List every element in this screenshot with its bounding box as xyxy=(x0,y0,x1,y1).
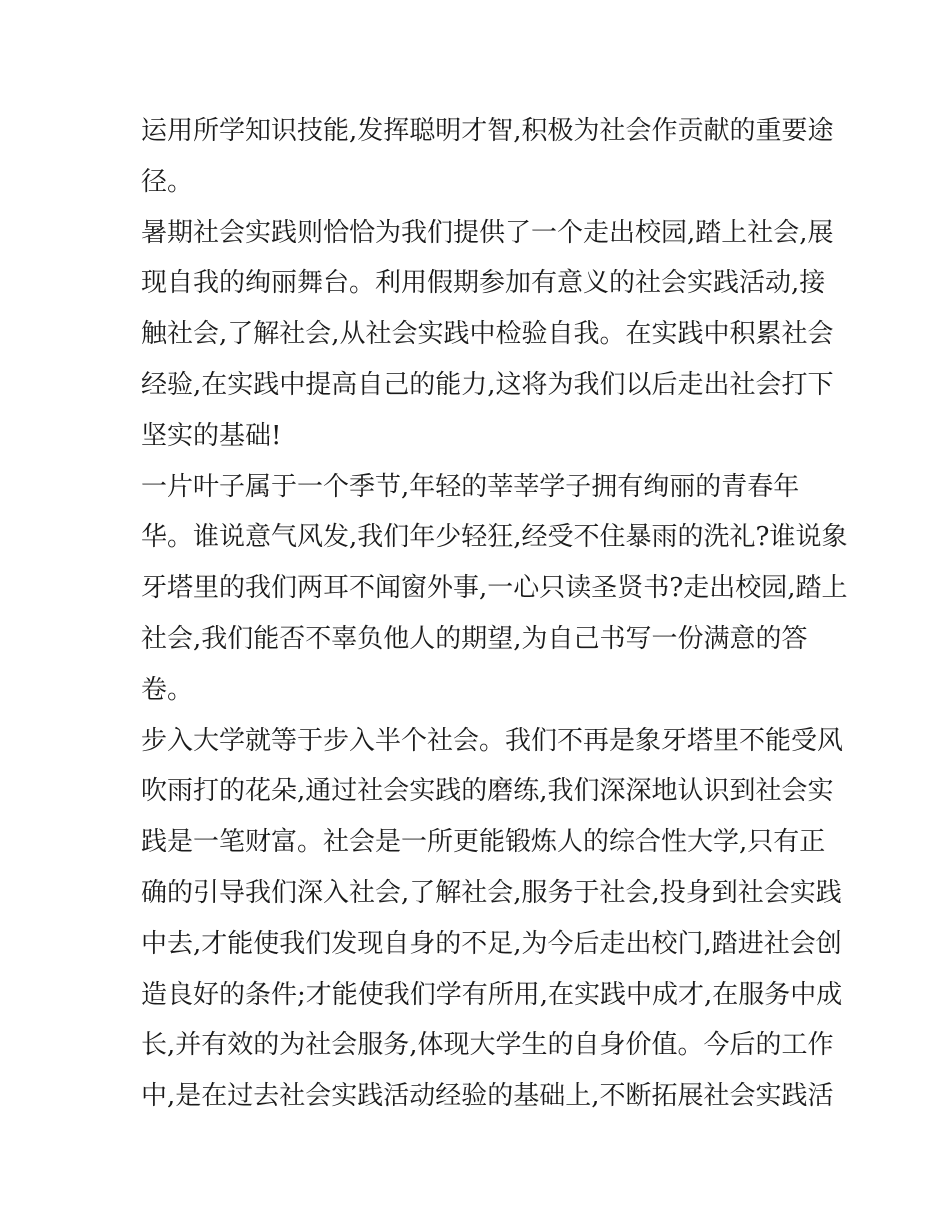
text-line: 触社会,了解社会,从社会实践中检验自我。在实践中积累社会 xyxy=(141,319,834,350)
text-line: 社会,我们能否不辜负他人的期望,为自己书写一份满意的答 xyxy=(141,623,808,654)
text-line: 暑期社会实践则恰恰为我们提供了一个走出校园,踏上社会,展 xyxy=(141,217,834,248)
text-line: 造良好的条件;才能使我们学有所用,在实践中成才,在服务中成 xyxy=(141,979,843,1010)
text-line: 步入大学就等于步入半个社会。我们不再是象牙塔里不能受风 xyxy=(141,725,844,756)
text-line: 运用所学知识技能,发挥聪明才智,积极为社会作贡献的重要途 xyxy=(141,116,834,146)
text-line: 一片叶子属于一个季节,年轻的莘莘学子拥有绚丽的青春年 xyxy=(141,471,800,502)
text-line: 现自我的绚丽舞台。利用假期参加有意义的社会实践活动,接 xyxy=(141,268,826,299)
text-line: 中去,才能使我们发现自身的不足,为今后走出校门,踏进社会创 xyxy=(141,928,842,959)
text-line: 长,并有效的为社会服务,体现大学生的自身价值。今后的工作 xyxy=(141,1030,834,1061)
text-line: 卷。 xyxy=(141,674,194,705)
text-line: 经验,在实践中提高自己的能力,这将为我们以后走出社会打下 xyxy=(141,369,834,400)
text-line: 践是一笔财富。社会是一所更能锻炼人的综合性大学,只有正 xyxy=(141,827,826,858)
text-line: 中,是在过去社会实践活动经验的基础上,不断拓展社会实践活 xyxy=(141,1081,834,1112)
text-line: 径。 xyxy=(141,166,194,197)
text-line: 坚实的基础! xyxy=(141,420,282,451)
text-line: 吹雨打的花朵,通过社会实践的磨练,我们深深地认识到社会实 xyxy=(141,776,834,807)
text-line: 确的引导我们深入社会,了解社会,服务于社会,投身到社会实践 xyxy=(141,877,842,908)
text-line: 牙塔里的我们两耳不闻窗外事,一心只读圣贤书?走出校园,踏上 xyxy=(141,573,848,604)
text-line: 华。谁说意气风发,我们年少轻狂,经受不住暴雨的洗礼?谁说象 xyxy=(141,522,848,553)
document-body xyxy=(141,106,848,1122)
